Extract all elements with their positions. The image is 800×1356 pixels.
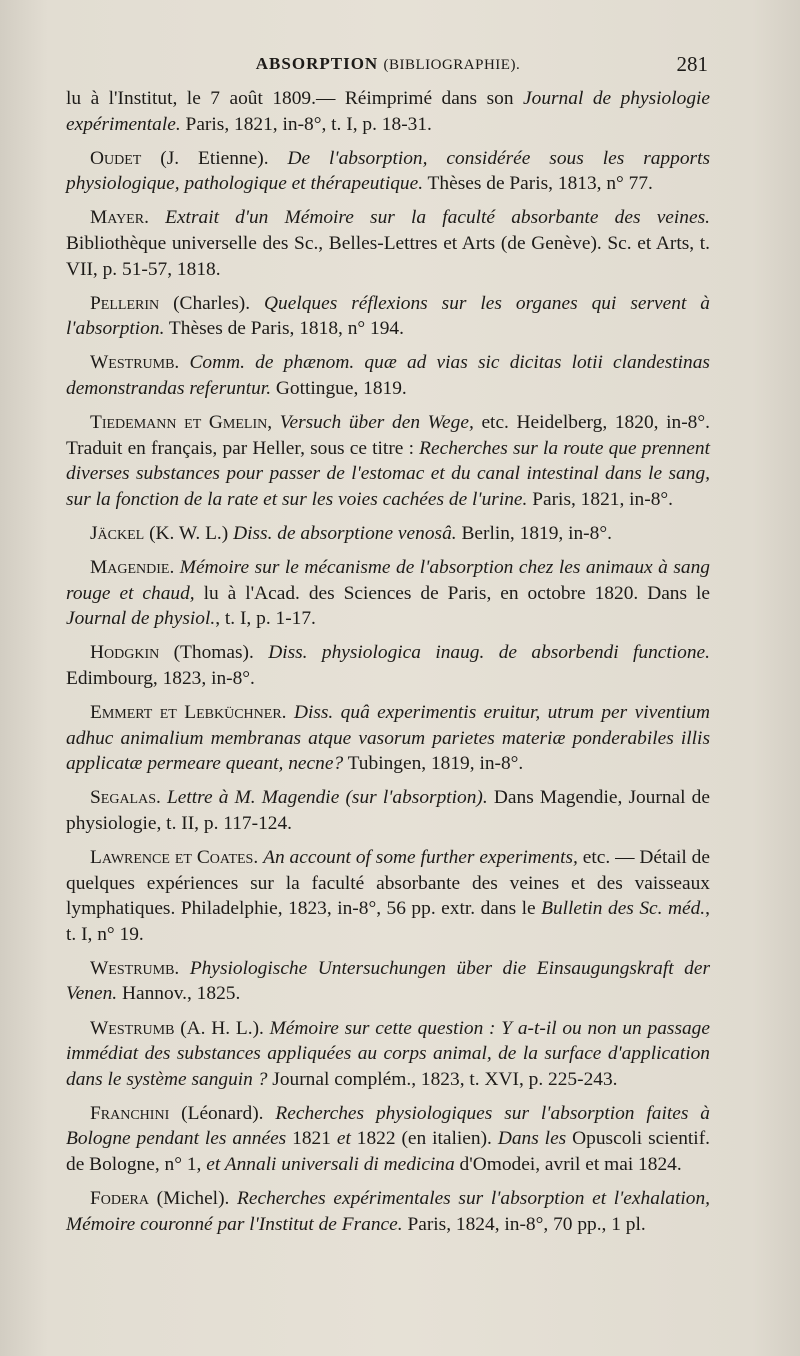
bibliography-entry [66, 521, 710, 547]
bibliography-entry [66, 956, 710, 1007]
entry-text: (Michel). [149, 1188, 238, 1210]
entry-publication: Bibliothèque universelle des Sc., Belles-Lettres et Arts (de Genève). Sc. et Arts, t. VII, p. 51-57, 1818. [66, 232, 710, 280]
bibliography-entry [66, 640, 710, 691]
entry-italic-2: et [336, 1128, 351, 1150]
entry-title: Extrait d'un Mémoire sur la faculté absorbante des veines. [165, 207, 710, 229]
bibliography-entry [66, 291, 710, 342]
entry-text: (Thomas). [159, 642, 269, 664]
entry-author: Segalas. [90, 787, 161, 809]
entry-text [287, 702, 294, 723]
entry-author: Westrumb. [90, 352, 180, 374]
entry-author: Lawrence et Coates. [90, 846, 259, 868]
entry-publication: Thèses de Paris, 1813, n° 77. [423, 173, 653, 195]
entry-author: Mayer. [90, 207, 149, 229]
entry-publication: d'Omodei, avril et mai 1824. [454, 1153, 682, 1175]
entry-text: (K. W. L.) [144, 522, 234, 544]
entry-title: Diss. quâ experimentis eruitur, utrum per viventium adhuc animalium membranas atque vasorum parietes materiæ ponderabiles illis applicatæ permeare queant, necne? [66, 701, 710, 775]
entry-publication: etc. — Détail de quelques expériences sur la faculté absorbante des veines et des vaisseaux lymphatiques. Philadelphie, 1823, in-8°, 56 pp. extr. dans le [66, 846, 710, 920]
bibliography-entry [66, 1186, 710, 1237]
entry-publication-2: , t. I, n° 19. [66, 898, 710, 945]
entry-text-2: 1821 [286, 1128, 337, 1150]
entry-author: Westrumb [90, 1017, 175, 1039]
bibliography-entry [66, 350, 710, 401]
entry-publication: Berlin, 1819, in-8°. [456, 522, 612, 544]
bibliography-entry [66, 410, 710, 512]
bibliography-body [66, 86, 710, 1246]
page-header [68, 54, 708, 82]
entry-title: Mémoire sur le mécanisme de l'absorption chez les animaux à sang rouge et chaud, [66, 557, 710, 604]
entry-author: Fodera [90, 1188, 150, 1210]
entry-text: (J. Etienne). [141, 147, 288, 169]
entry-title: Recherches expérimentales sur l'absorption et l'exhalation, Mémoire couronné par l'Institut de France. [66, 1188, 710, 1235]
entry-journal-title: Journal de physiol. [66, 608, 216, 630]
entry-author: Tiedemann et Gmelin, [90, 412, 273, 434]
bibliography-entry [66, 146, 710, 197]
entry-publication: Hannov., 1825. [117, 983, 241, 1005]
entry-text [272, 412, 280, 433]
entry-title: Lettre à M. Magendie (sur l'absorption). [167, 787, 488, 809]
entry-author: Pellerin [90, 292, 160, 314]
running-head-subtitle: (BIBLIOGRAPHIE). [383, 57, 521, 73]
entry-title: Quelques réflexions sur les organes qui servent à l'absorption. [66, 292, 710, 340]
bibliography-entry [66, 845, 710, 947]
entry-journal-title: Bulletin des Sc. méd. [541, 898, 706, 920]
entry-publication-2: Paris, 1821, in-8°. [527, 488, 673, 510]
entry-title: Journal de physiologie expérimentale. [66, 88, 711, 135]
entry-publication: Dans Magendie, Journal de physiologie, t. II, p. 117-124. [66, 787, 710, 834]
entry-title: Mémoire sur cette question : Y a-t-il ou non un passage immédiat des substances appliquées au corps animal, de la surface d'application dans le système sanguin ? [66, 1017, 710, 1090]
bibliography-entry [66, 1101, 710, 1178]
entry-publication: Gottingue, 1819. [271, 377, 407, 399]
entry-text: (Charles). [159, 292, 265, 314]
bibliography-entry [66, 205, 710, 282]
entry-title: An account of some further experiments, [263, 846, 578, 868]
entry-italic-4: et Annali universali di medicina [206, 1153, 455, 1175]
bibliography-entry [66, 86, 710, 137]
entry-author: Jäckel [90, 522, 145, 544]
entry-title: Diss. de absorptione venosâ. [233, 522, 457, 544]
entry-title: Recherches physiologiques sur l'absorption faites à Bologne pendant les années [66, 1102, 711, 1150]
running-head-title: ABSORPTION [255, 54, 379, 73]
entry-italic-3: Dans les [497, 1128, 567, 1150]
entry-text: lu à l'Institut, le 7 août 1809.— Réimprimé dans son [66, 88, 524, 109]
entry-author: Emmert et Lebküchner. [90, 701, 287, 723]
entry-title: Versuch über den Wege, [279, 412, 474, 434]
entry-publication: Thèses de Paris, 1818, n° 194. [164, 318, 404, 340]
entry-publication: Paris, 1821, in-8°, t. I, p. 18-31. [180, 113, 432, 135]
bibliography-entry [66, 700, 710, 777]
entry-title: Diss. physiologica inaug. de absorbendi functione. [268, 642, 710, 664]
entry-publication-2: , t. I, p. 1-17. [215, 608, 316, 630]
bibliography-entry [66, 1016, 710, 1093]
entry-publication: Journal complém., 1823, t. XVI, p. 225-243. [267, 1068, 618, 1090]
entry-text-4: Opuscoli scientif. de Bologne, n° 1, [66, 1128, 711, 1175]
entry-publication: etc. Heidelberg, 1820, in-8°. Traduit en français, par Heller, sous ce titre : [66, 412, 710, 459]
entry-text [149, 207, 165, 228]
entry-title: Physiologische Untersuchungen über die Einsaugungskraft der Venen. [66, 957, 710, 1005]
entry-text: (Léonard). [169, 1102, 276, 1124]
bibliography-entry [66, 555, 710, 632]
entry-text-3: 1822 (en italien). [350, 1128, 498, 1150]
entry-author: Franchini [90, 1102, 170, 1124]
entry-text: (A. H. L.). [174, 1017, 270, 1039]
entry-text [179, 352, 189, 373]
entry-title: Comm. de phænom. quæ ad vias sic dicitas lotii clandestinas demonstrandas referuntur. [66, 352, 710, 399]
page-number: 281 [676, 52, 708, 76]
entry-title: De l'absorption, considérée sous les rapports physiologique, pathologique et thérapeutique. [66, 147, 710, 195]
entry-author: Hodgkin [90, 642, 160, 664]
entry-author: Magendie. [90, 557, 175, 578]
entry-publication: Paris, 1824, in-8°, 70 pp., 1 pl. [402, 1213, 646, 1235]
entry-author: Westrumb. [90, 957, 180, 979]
running-head [68, 54, 708, 74]
entry-publication: Edimbourg, 1823, in-8°. [66, 667, 255, 689]
entry-publication: Tubingen, 1819, in-8°. [343, 753, 524, 775]
bibliography-entry [66, 785, 710, 836]
entry-publication: lu à l'Acad. des Sciences de Paris, en octobre 1820. Dans le [194, 582, 710, 604]
entry-author: Oudet [90, 147, 142, 169]
entry-text [179, 958, 190, 979]
entry-translated-title: Recherches sur la route que prennent diverses substances pour passer de l'estomac et du canal intestinal dans le sang, sur la fonction de la rate et sur les voies cachées de l'urine. [66, 437, 710, 510]
